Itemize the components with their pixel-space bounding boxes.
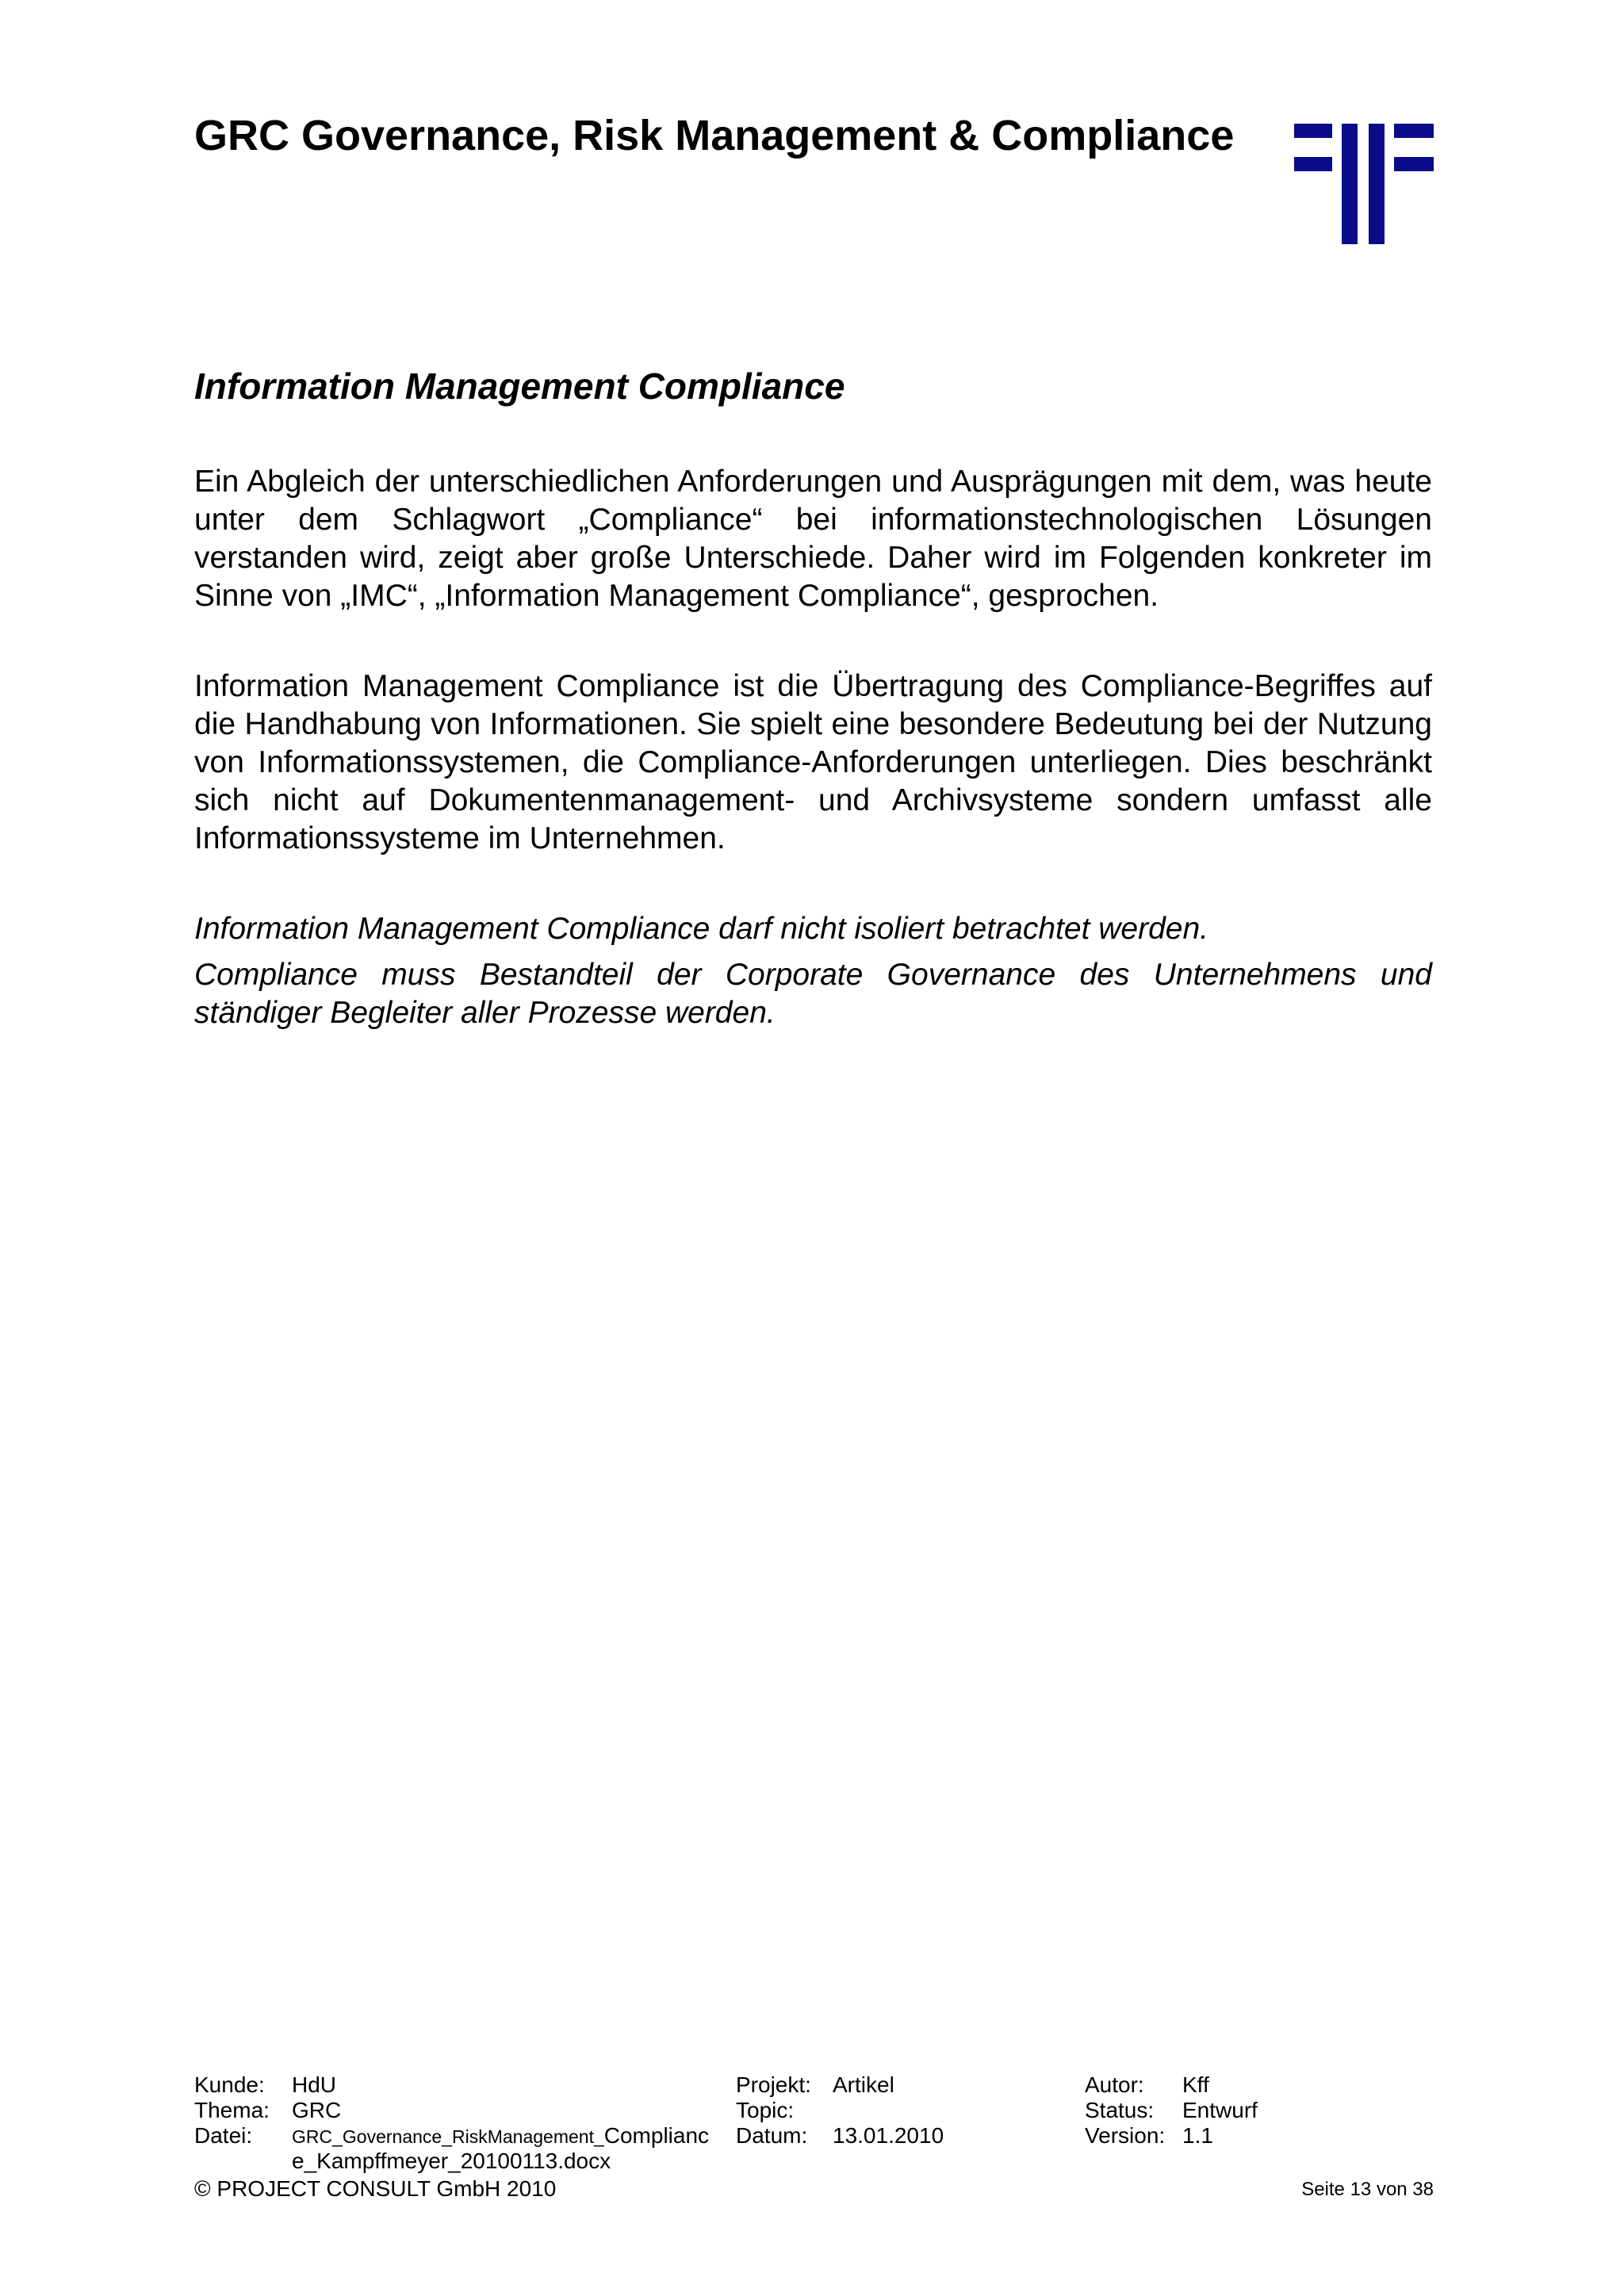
footer-version-label: Version: bbox=[1085, 2123, 1166, 2148]
footer-datei-value-part2: Complianc bbox=[603, 2123, 710, 2148]
footer-version-value: 1.1 bbox=[1182, 2123, 1213, 2148]
footer-kunde-value: HdU bbox=[292, 2072, 337, 2097]
section-heading: Information Management Compliance bbox=[194, 365, 845, 407]
footer-thema-label: Thema: bbox=[194, 2098, 270, 2122]
footer-datum-value: 13.01.2010 bbox=[833, 2123, 944, 2148]
body-paragraph: Ein Abgleich der unterschiedlichen Anforderungen und Ausprägungen mit dem, was heute unter dem Schlagwort „Compliance“ bei informationstechnologischen Lösungen verstanden wird, zeigt aber große Unterschiede. Daher wird im Folgenden konkreter im Sinne von „IMC“, „Information Management Compliance“, gesprochen. bbox=[194, 465, 1432, 613]
conclusion-block bbox=[194, 910, 1432, 1032]
footer-status-label: Status: bbox=[1085, 2098, 1155, 2122]
conclusion-sentence: Information Management Compliance darf nicht isoliert betrachtet werden. bbox=[194, 912, 1208, 946]
footer-topic-label: Topic: bbox=[736, 2098, 795, 2122]
footer-datum-label: Datum: bbox=[736, 2123, 808, 2148]
footer-autor-value: Kff bbox=[1182, 2072, 1209, 2097]
footer-projekt-value: Artikel bbox=[833, 2072, 894, 2097]
body-content bbox=[194, 463, 1432, 1032]
footer-column-author bbox=[1085, 2072, 1258, 2149]
footer-thema-value: GRC bbox=[292, 2098, 342, 2122]
footer-column-project bbox=[736, 2072, 944, 2149]
footer-datei-label: Datei: bbox=[194, 2123, 253, 2148]
footer-datei-value-line2: e_Kampffmeyer_20100113.docx bbox=[292, 2149, 611, 2173]
project-consult-logo-icon bbox=[1294, 124, 1434, 244]
footer-autor-label: Autor: bbox=[1085, 2072, 1144, 2097]
body-paragraph: Information Management Compliance ist die Übertragung des Compliance-Begriffes auf die Handhabung von Informationen. Sie spielt eine besondere Bedeutung bei der Nutzung von Informationssystemen, die Compliance-Anforderungen unterliegen. Dies beschränkt sich nicht auf Dokumentenmanagement- und Archivsysteme sondern umfasst alle Informationssysteme im Unternehmen. bbox=[194, 669, 1432, 855]
document-header-title: GRC Governance, Risk Management & Compliance bbox=[194, 112, 1235, 159]
footer-datei-value bbox=[292, 2123, 709, 2149]
footer-status-value: Entwurf bbox=[1182, 2098, 1258, 2122]
conclusion-sentence: Compliance muss Bestandteil der Corporate Governance des Unternehmens und ständiger Begleiter aller Prozesse werden. bbox=[194, 958, 1432, 1030]
footer-page-number: Seite 13 von 38 bbox=[1301, 2179, 1434, 2200]
footer-kunde-label: Kunde: bbox=[194, 2072, 265, 2097]
footer-datei-value-part1: GRC_Governance_RiskManagement_ bbox=[292, 2126, 604, 2147]
footer-copyright: © PROJECT CONSULT GmbH 2010 bbox=[194, 2176, 557, 2201]
footer-column-client bbox=[194, 2072, 709, 2174]
footer-projekt-label: Projekt: bbox=[736, 2072, 811, 2097]
